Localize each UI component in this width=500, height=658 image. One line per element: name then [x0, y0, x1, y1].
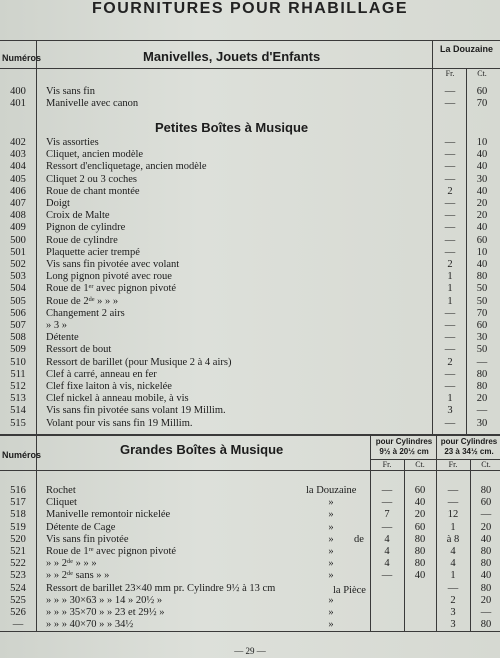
item-number: 522 [10, 558, 26, 570]
price-centimes: 10 [476, 246, 488, 258]
item-number: 512 [10, 381, 26, 392]
price-small-francs: 7 [384, 509, 390, 521]
item-number: 501 [10, 246, 26, 258]
ditto-mark: » [328, 594, 334, 606]
item-number: 404 [10, 161, 26, 173]
table-row [0, 546, 500, 558]
item-number: 520 [10, 533, 26, 545]
t2-col-header-b-ct: Ct. [481, 460, 491, 469]
price-large-centimes: 80 [480, 619, 492, 631]
price-centimes: 20 [476, 198, 488, 209]
price-large-centimes: 80 [480, 546, 492, 557]
price-large-centimes: 20 [480, 521, 492, 533]
price-centimes: 20 [476, 210, 488, 222]
price-large-francs: 1 [450, 570, 456, 582]
item-description: Vis sans fin [46, 86, 95, 97]
price-centimes: 80 [476, 368, 488, 380]
ditto-mark: » [328, 558, 334, 570]
price-centimes: 60 [476, 86, 488, 97]
item-description: Roue de chant montée [46, 185, 140, 197]
price-centimes: 60 [476, 320, 488, 331]
table-row [0, 149, 500, 161]
price-centimes: 10 [476, 137, 488, 148]
item-number: 519 [10, 521, 26, 533]
price-small-centimes: 40 [414, 570, 426, 582]
table-row [0, 344, 500, 356]
item-description: » » » 40×70 » » 34½ [46, 619, 134, 631]
t2-col-header-b-fr: Fr. [448, 460, 458, 469]
table-row [0, 405, 500, 417]
price-centimes: 70 [476, 307, 488, 319]
item-description: Détente de Cage [46, 521, 116, 533]
price-large-centimes: 80 [480, 558, 492, 570]
item-description: Vis assorties [46, 137, 99, 148]
price-small-francs: — [381, 570, 393, 582]
price-francs: — [444, 137, 456, 148]
price-small-centimes: 20 [414, 509, 426, 521]
item-number: 504 [10, 283, 26, 295]
price-centimes: 30 [476, 332, 488, 344]
price-large-francs: 3 [450, 607, 456, 618]
price-small-francs: — [381, 485, 393, 496]
price-large-francs: 3 [450, 619, 456, 631]
table-row [0, 235, 500, 247]
table-row [0, 222, 500, 234]
col-header-numeros: Numéros [2, 53, 42, 63]
item-description: Roue de 1ᵉʳ avec pignon pivoté [46, 283, 177, 295]
item-description: Détente [46, 332, 79, 344]
item-description: Clef fixe laiton à vis, nickelée [46, 381, 172, 392]
price-centimes: 50 [476, 283, 488, 295]
price-large-francs: à 8 [446, 533, 460, 545]
table-row [0, 381, 500, 393]
table-small-music-boxes [0, 40, 500, 435]
price-francs: — [444, 149, 456, 161]
item-description: Clef à carré, anneau en fer [46, 368, 157, 380]
item-description: » » 2ᵈᵉ » » » [46, 558, 97, 570]
table-row [0, 186, 500, 198]
item-description: Vis sans fin pivotée avec volant [46, 259, 180, 270]
table-row [0, 174, 500, 186]
section-title-grandes-boites: Grandes Boîtes à Musique [120, 442, 284, 457]
item-description: » » » 35×70 » » 23 et 29½ » [46, 607, 165, 618]
price-francs: 2 [447, 259, 453, 270]
item-description: Roue de cylindre [46, 234, 118, 246]
price-large-francs: 4 [450, 546, 456, 557]
item-number: 515 [10, 417, 26, 429]
table-large-music-boxes [0, 435, 500, 633]
price-francs: — [444, 173, 456, 185]
table-row [0, 570, 500, 582]
price-large-francs: 4 [450, 558, 456, 570]
price-small-centimes: 40 [414, 497, 426, 509]
price-small-francs: — [381, 497, 393, 509]
price-centimes: 50 [476, 344, 488, 356]
item-description: » » » 30×63 » » 14 » 20½ » [46, 594, 163, 606]
item-number: 508 [10, 332, 26, 344]
item-description: Ressort de barillet 23×40 mm pr. Cylindre 9½ à 13 cm [46, 582, 276, 594]
table-row [0, 595, 500, 607]
section-title-petites-boites: Petites Boîtes à Musique [155, 120, 309, 135]
price-centimes: — [476, 405, 488, 417]
item-number: 514 [10, 405, 26, 417]
item-number: 516 [10, 485, 26, 496]
ditto-mark: » [328, 607, 334, 618]
table-row [0, 247, 500, 259]
item-description: Long pignon pivoté avec roue [46, 271, 172, 283]
price-small-centimes: 80 [414, 546, 426, 557]
price-centimes: 20 [476, 393, 488, 405]
page-title: FOURNITURES POUR RHABILLAGE [91, 0, 409, 17]
item-description: Manivelle avec canon [46, 98, 139, 109]
table-row [0, 522, 500, 534]
table-row [0, 534, 500, 546]
item-number: 509 [10, 344, 26, 356]
item-description: Changement 2 airs [46, 307, 125, 319]
col-header-cylinders-small: pour Cylindres 9½ à 20½ cm [375, 437, 433, 456]
item-number: 513 [10, 393, 26, 405]
table2-header-rule [0, 470, 500, 471]
table-row [0, 283, 500, 295]
col-header-cylinders-large: pour Cylindres 23 à 34½ cm. [440, 437, 498, 456]
table-row [0, 583, 500, 595]
ditto-mark: » [328, 619, 334, 631]
price-centimes: 30 [476, 417, 488, 429]
item-number: 524 [10, 582, 26, 594]
price-centimes: 80 [476, 381, 488, 392]
table-row [0, 259, 500, 271]
item-number: 506 [10, 307, 26, 319]
price-small-centimes: 80 [414, 558, 426, 570]
table-row [0, 497, 500, 509]
table-row [0, 485, 500, 497]
price-large-centimes: — [480, 509, 492, 521]
col-header-ct: Ct. [477, 69, 487, 78]
unit-label-piece: la Pièce [333, 585, 366, 596]
ditto-mark: » [328, 546, 334, 557]
price-francs: — [444, 222, 456, 234]
price-francs: — [444, 210, 456, 222]
price-large-centimes: 60 [480, 497, 492, 509]
table-row [0, 137, 500, 149]
table-row [0, 619, 500, 631]
item-number: 510 [10, 356, 26, 368]
price-francs: — [444, 307, 456, 319]
header-bottom-rule [0, 68, 500, 69]
item-description: Manivelle remontoir nickelée [46, 509, 171, 521]
price-francs: — [444, 368, 456, 380]
col-header-fr: Fr. [445, 69, 455, 78]
price-francs: — [444, 198, 456, 209]
price-francs: — [444, 246, 456, 258]
price-large-centimes: 80 [480, 485, 492, 496]
item-description: Ressort de barillet (pour Musique 2 à 4 airs) [46, 356, 232, 368]
price-francs: — [444, 381, 456, 392]
price-large-francs: 2 [450, 594, 456, 606]
price-francs: 1 [447, 271, 453, 283]
item-number: — [12, 619, 24, 631]
item-number: 400 [10, 86, 26, 97]
price-francs: 2 [447, 356, 453, 368]
table-top-rule [0, 40, 500, 41]
table-row [0, 161, 500, 173]
price-small-centimes: 60 [414, 521, 426, 533]
price-centimes: 60 [476, 234, 488, 246]
price-centimes: 50 [476, 295, 488, 307]
price-centimes: 30 [476, 173, 488, 185]
item-description: Clef nickel à anneau mobile, à vis [46, 393, 189, 405]
price-small-francs: — [381, 521, 393, 533]
price-centimes: 40 [476, 161, 488, 173]
price-centimes: 40 [476, 185, 488, 197]
item-number: 406 [10, 185, 26, 197]
section-title-manivelles: Manivelles, Jouets d'Enfants [143, 49, 321, 64]
price-small-francs: 4 [384, 558, 390, 570]
item-description: Cliquet, ancien modèle [46, 149, 144, 161]
item-number: 405 [10, 173, 26, 185]
item-number: 407 [10, 198, 26, 209]
t2-col-header-numeros: Numéros [2, 450, 42, 460]
price-large-francs: 1 [450, 521, 456, 533]
table-row [0, 369, 500, 381]
table-row [0, 271, 500, 283]
item-description: Cliquet 2 ou 3 coches [46, 173, 137, 185]
price-large-centimes: 40 [480, 533, 492, 545]
item-description: Doigt [46, 198, 70, 209]
price-francs: 1 [447, 295, 453, 307]
price-francs: — [444, 86, 456, 97]
price-francs: — [444, 332, 456, 344]
item-number: 403 [10, 149, 26, 161]
item-description: Roue de 1ʳᵉ avec pignon pivoté [46, 546, 177, 557]
table-row [0, 320, 500, 332]
ditto-mark: » [328, 497, 334, 509]
price-francs: 3 [447, 405, 453, 417]
price-centimes: — [476, 356, 488, 368]
item-number: 526 [10, 607, 26, 618]
item-number: 518 [10, 509, 26, 521]
item-description: Ressort de bout [46, 344, 112, 356]
table-row [0, 86, 500, 98]
table-row [0, 210, 500, 222]
price-large-centimes: 20 [480, 594, 492, 606]
price-small-francs: 4 [384, 533, 390, 545]
price-large-centimes: — [480, 607, 492, 618]
item-description: Cliquet [46, 497, 77, 509]
table-row [0, 332, 500, 344]
item-description: Volant pour vis sans fin 19 Millim. [46, 417, 193, 429]
price-francs: — [444, 98, 456, 109]
price-small-francs: 4 [384, 546, 390, 557]
item-description: Pignon de cylindre [46, 222, 126, 234]
price-francs: — [444, 161, 456, 173]
price-centimes: 80 [476, 271, 488, 283]
item-number: 402 [10, 137, 26, 148]
price-francs: — [444, 417, 456, 429]
table-row [0, 393, 500, 405]
ditto-mark: » [328, 521, 334, 533]
item-number: 408 [10, 210, 26, 222]
table-row [0, 98, 500, 110]
price-francs: — [444, 320, 456, 331]
price-francs: 1 [447, 393, 453, 405]
table-row [0, 607, 500, 619]
table-row [0, 198, 500, 210]
price-centimes: 40 [476, 259, 488, 270]
price-small-centimes: 60 [414, 485, 426, 496]
t2-col-header-a-ct: Ct. [415, 460, 425, 469]
item-number: 503 [10, 271, 26, 283]
item-description: Vis sans fin pivotée sans volant 19 Millim. [46, 405, 226, 417]
table-row [0, 558, 500, 570]
price-francs: — [444, 234, 456, 246]
col-header-douzaine: La Douzaine [440, 44, 494, 54]
price-large-francs: — [447, 582, 459, 594]
item-number: 505 [10, 295, 26, 307]
ditto-mark: » [328, 533, 334, 545]
price-francs: 1 [447, 283, 453, 295]
item-number: 502 [10, 259, 26, 270]
item-description: » 3 » [46, 320, 67, 331]
item-description: Ressort d'encliquetage, ancien modèle [46, 161, 207, 173]
price-large-centimes: 80 [480, 582, 492, 594]
price-centimes: 70 [476, 98, 488, 109]
item-number: 517 [10, 497, 26, 509]
item-number: 523 [10, 570, 26, 582]
t2-col-header-a-fr: Fr. [382, 460, 392, 469]
table-row [0, 357, 500, 369]
price-francs: 2 [447, 185, 453, 197]
item-number: 507 [10, 320, 26, 331]
table-row [0, 296, 500, 308]
table2-top-rule [0, 435, 500, 436]
table-row [0, 308, 500, 320]
price-large-centimes: 40 [480, 570, 492, 582]
item-description: Vis sans fin pivotée [46, 533, 129, 545]
item-description: Roue de 2ᵈᵉ » » » [46, 295, 119, 307]
item-number: 401 [10, 98, 26, 109]
item-description: Croix de Malte [46, 210, 110, 222]
item-number: 525 [10, 594, 26, 606]
table-row [0, 418, 500, 430]
table-row [0, 509, 500, 521]
item-number: 521 [10, 546, 26, 557]
price-large-francs: 12 [447, 509, 459, 521]
ditto-mark: » [328, 509, 334, 521]
price-small-centimes: 80 [414, 533, 426, 545]
price-large-francs: — [447, 497, 459, 509]
price-centimes: 40 [476, 149, 488, 161]
item-description: Plaquette acier trempé [46, 246, 140, 258]
item-description: Rochet [46, 485, 76, 496]
unit-label-douzaine: la Douzaine [306, 485, 357, 496]
range-word: de [354, 533, 364, 545]
item-number: 500 [10, 234, 26, 246]
ditto-mark: » [328, 570, 334, 582]
item-number: 511 [10, 368, 26, 380]
page-number: — 29 — [234, 646, 266, 656]
price-centimes: 40 [476, 222, 488, 234]
item-description: » » 2ᵈᵉ sans » » [46, 570, 110, 582]
price-large-francs: — [447, 485, 459, 496]
item-number: 409 [10, 222, 26, 234]
price-francs: — [444, 344, 456, 356]
